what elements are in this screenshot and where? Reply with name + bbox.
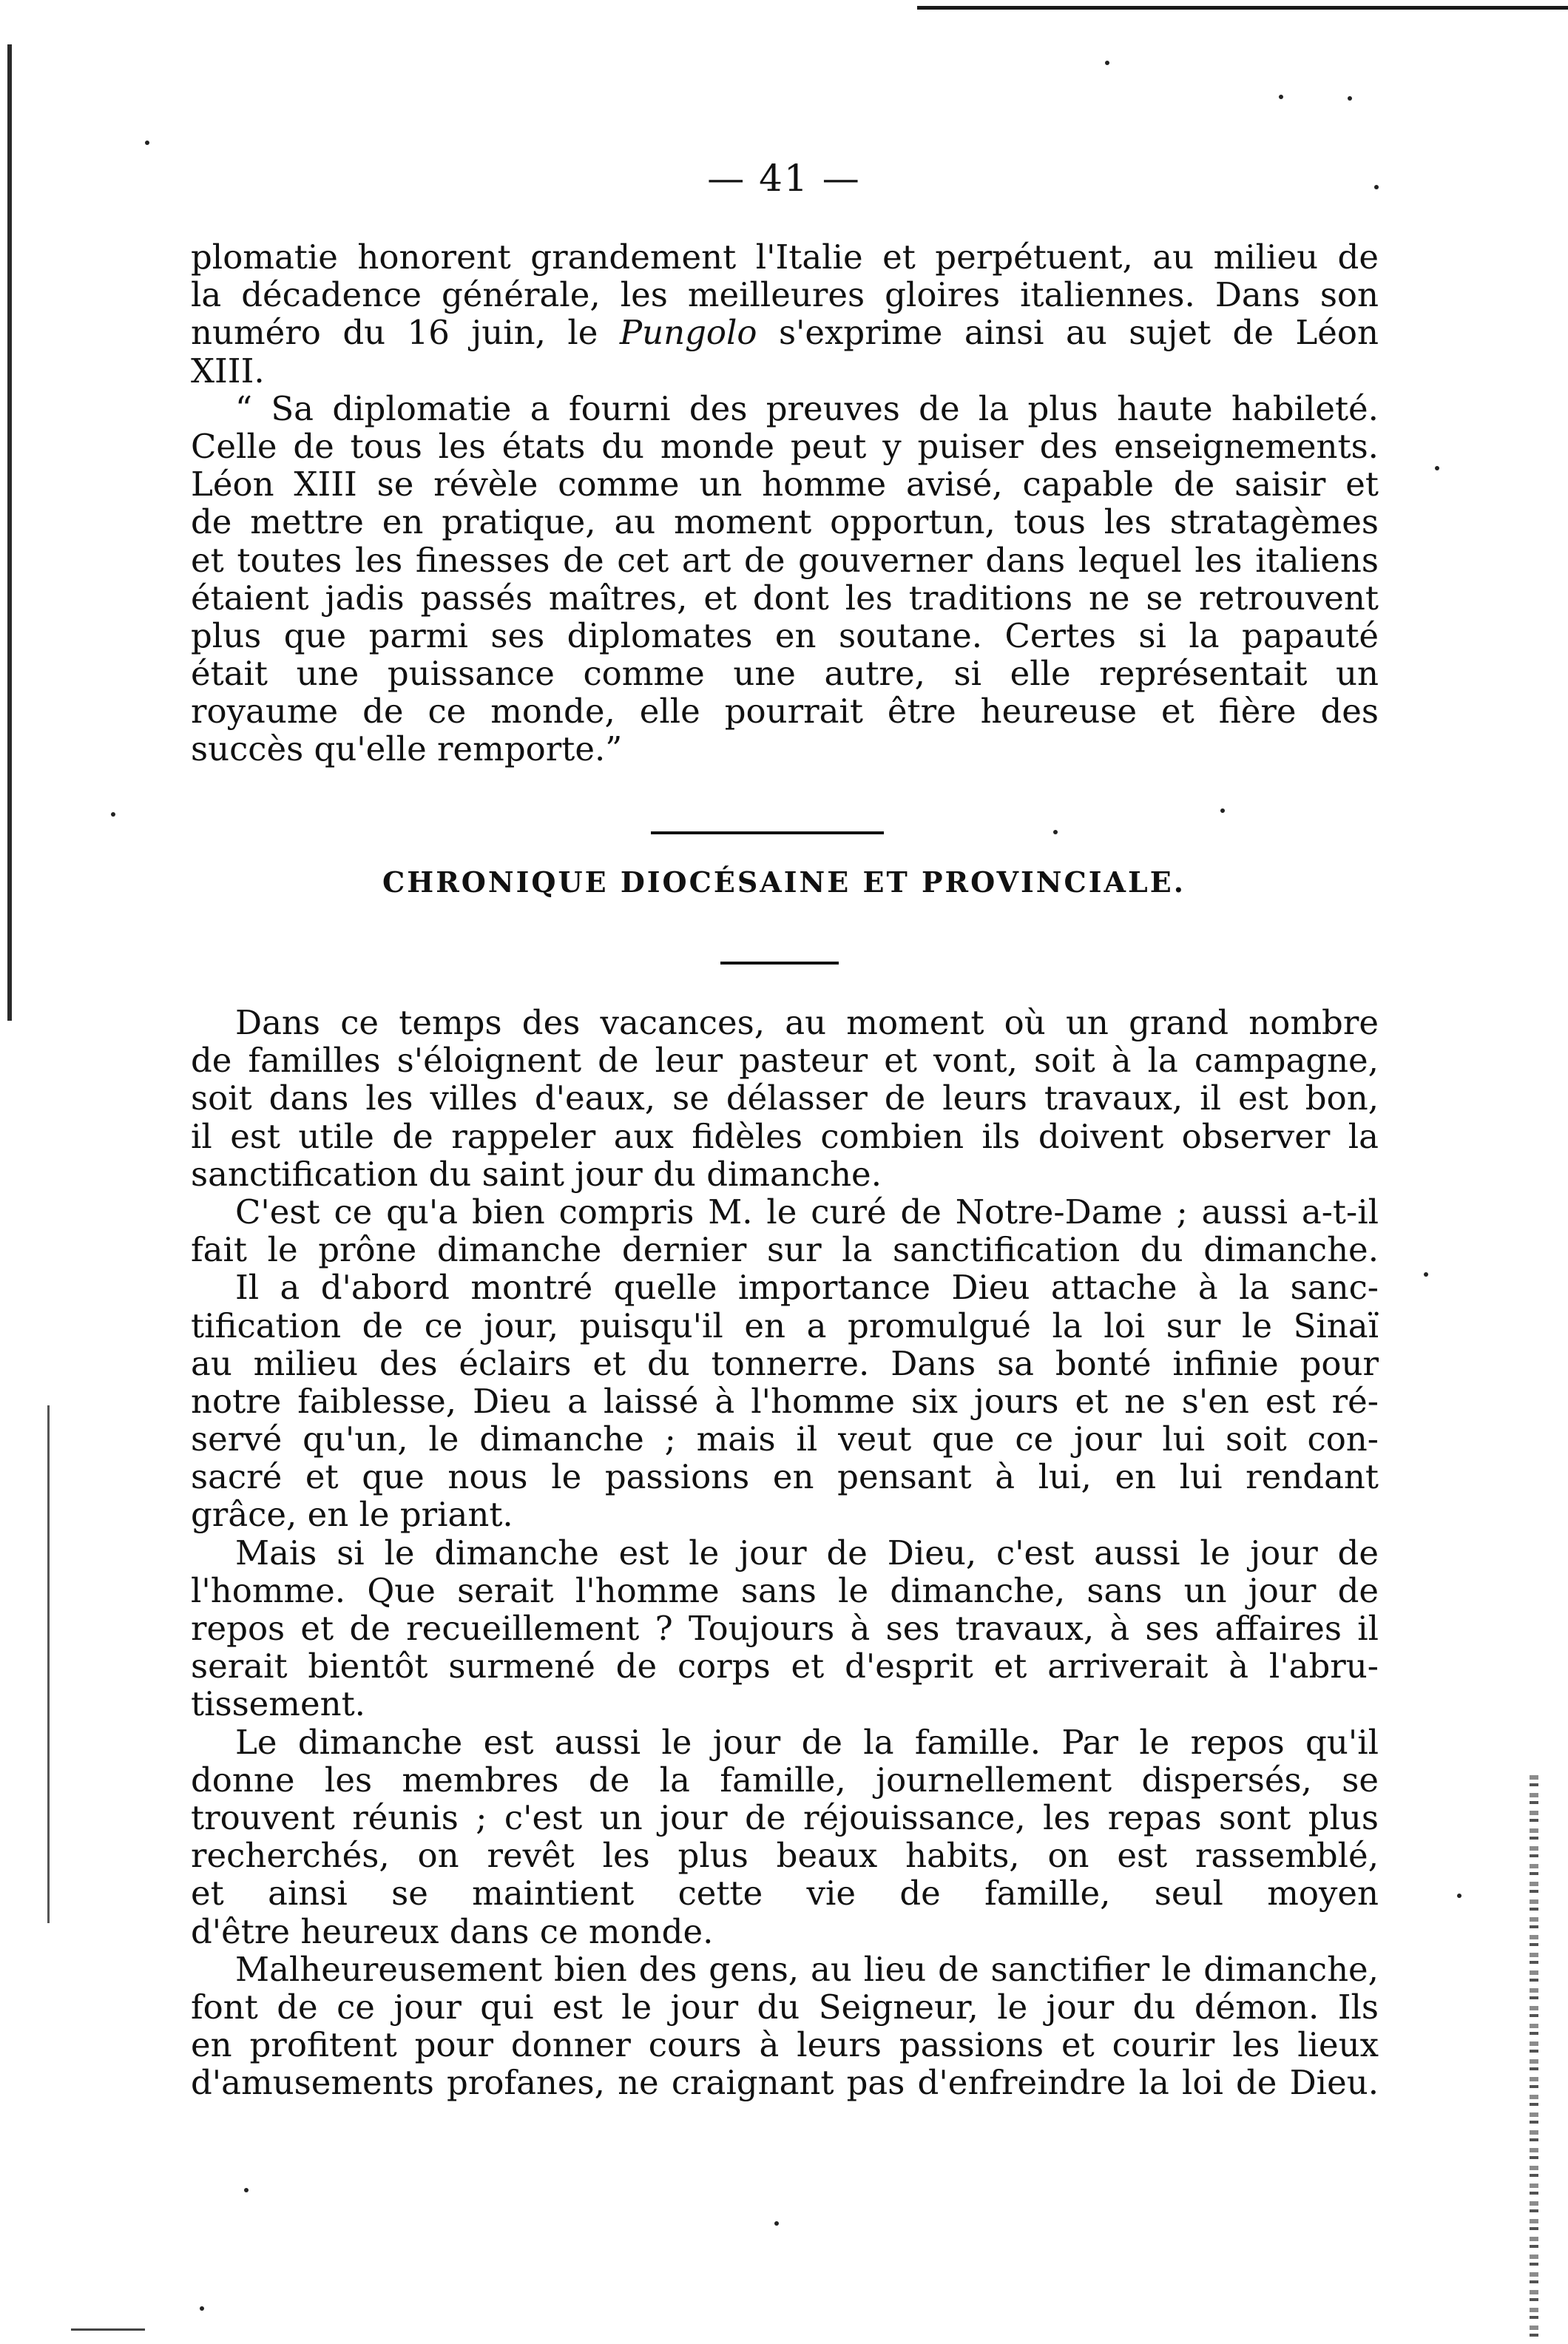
text-line: au milieu des éclairs et du tonnerre. Dans sa bonté infinie pour (191, 1343, 1379, 1383)
scan-speck (145, 141, 149, 145)
scan-bottom-rule (71, 2328, 145, 2331)
text-line: l'homme. Que serait l'homme sans le dimanche, sans un jour de (191, 1570, 1379, 1610)
text-line: recherchés, on revêt les plus beaux habits, on est rassemblé, (191, 1836, 1379, 1876)
text-line: de mettre en pratique, au moment opportun, tous les stratagèmes (191, 502, 1379, 542)
text-line: grâce, en le priant. (191, 1495, 513, 1535)
text-line: et toutes les finesses de cet art de gouverner dans lequel les italiens (191, 540, 1379, 580)
text-line: Mais si le dimanche est le jour de Dieu, c'est aussi le jour de (235, 1533, 1379, 1573)
scan-speck (244, 2188, 249, 2192)
text-line: étaient jadis passés maîtres, et dont les traditions ne se retrouvent (191, 578, 1379, 618)
text-line: Léon XIII se révèle comme un homme avisé, capable de saisir et (191, 465, 1379, 504)
text-line: succès qu'elle remporte.” (191, 729, 623, 769)
text-line: tification de ce jour, puisqu'il en a promulgué la loi sur le Sinaï (191, 1306, 1379, 1345)
scan-speck (1220, 808, 1225, 813)
text-line: notre faiblesse, Dieu a laissé à l'homme six jours et ne s'en est ré- (191, 1381, 1379, 1421)
text-line: sanctification du saint jour du dimanche. (191, 1154, 882, 1194)
scan-left-edge-lower (47, 1405, 50, 1923)
text-line: C'est ce qu'a bien compris M. le curé de Notre-Dame ; aussi a-t-il (235, 1192, 1379, 1232)
text-line: d'amusements profanes, ne craignant pas d'enfreindre la loi de Dieu. (191, 2063, 1379, 2103)
scan-speck (111, 812, 115, 817)
text-line: de familles s'éloignent de leur pasteur et vont, soit à la campagne, (191, 1041, 1379, 1081)
text-line: Dans ce temps des vacances, au moment où un grand nombre (235, 1003, 1379, 1042)
text-line: d'être heureux dans ce monde. (191, 1911, 714, 1951)
text-line: la décadence générale, les meilleures gloires italiennes. Dans son (191, 275, 1379, 315)
section-divider-bottom (720, 962, 839, 965)
scan-speck (1105, 61, 1109, 65)
scan-speck (200, 2306, 204, 2311)
text-line: était une puissance comme une autre, si elle représentait un (191, 654, 1379, 694)
scan-speck (1424, 1272, 1428, 1277)
scan-speck (1279, 95, 1283, 99)
scan-speck (774, 2221, 779, 2226)
scan-speck (1053, 830, 1058, 834)
text-line: en profitent pour donner cours à leurs passions et courir les lieux (191, 2025, 1379, 2065)
newspaper-title: Pungolo (619, 313, 757, 353)
text-line (191, 314, 1379, 351)
text-line: Celle de tous les états du monde peut y puiser des enseignements. (191, 426, 1379, 466)
scan-top-rule (917, 6, 1568, 10)
chronicle-article (191, 1004, 1379, 2101)
scan-speck (1457, 1894, 1461, 1898)
text-line: sacré et que nous le passions en pensant à lui, en lui rendant (191, 1457, 1379, 1497)
text-line: Il a d'abord montré quelle importance Dieu attache à la sanc- (235, 1268, 1379, 1308)
text-line: XIII. (191, 351, 265, 391)
text-line: trouvent réunis ; c'est un jour de réjouissance, les repas sont plus (191, 1797, 1379, 1837)
text-segment: s'exprime ainsi au sujet de Léon (757, 313, 1379, 353)
text-line: tissement. (191, 1684, 365, 1724)
section-divider-top (651, 831, 884, 834)
text-line: plus que parmi ses diplomates en soutane. Certes si la papauté (191, 615, 1379, 655)
text-line: “ Sa diplomatie a fourni des preuves de la plus haute habileté. (235, 388, 1379, 428)
text-segment: numéro du 16 juin, le (191, 313, 620, 353)
quote-paragraph (191, 238, 1379, 769)
text-line: et ainsi se maintient cette vie de famille, seul moyen (191, 1874, 1379, 1914)
scan-speck (1435, 466, 1439, 470)
text-line: donne les membres de la famille, journellement dispersés, se (191, 1760, 1379, 1800)
page-number: — 41 — (707, 157, 861, 200)
text-line: fait le prône dimanche dernier sur la sanctification du dimanche. (191, 1230, 1379, 1270)
section-heading: CHRONIQUE DIOCÉSAINE ET PROVINCIALE. (382, 865, 1186, 899)
scan-speck (1348, 96, 1352, 101)
text-line: Le dimanche est aussi le jour de la famille. Par le repos qu'il (235, 1722, 1379, 1762)
scan-right-edge (1530, 1775, 1538, 2337)
text-line: plomatie honorent grandement l'Italie et perpétuent, au milieu de (191, 237, 1379, 277)
text-line: Malheureusement bien des gens, au lieu de sanctifier le dimanche, (235, 1949, 1379, 1989)
text-line: soit dans les villes d'eaux, se délasser de leurs travaux, il est bon, (191, 1078, 1379, 1118)
text-line: servé qu'un, le dimanche ; mais il veut que ce jour lui soit con- (191, 1419, 1379, 1459)
text-line: serait bientôt surmené de corps et d'esprit et arriverait à l'abru- (191, 1646, 1379, 1686)
text-line: royaume de ce monde, elle pourrait être heureuse et fière des (191, 692, 1379, 732)
text-line: repos et de recueillement ? Toujours à ses travaux, à ses affaires il (191, 1609, 1379, 1648)
text-line: il est utile de rappeler aux fidèles combien ils doivent observer la (191, 1116, 1379, 1156)
text-line: font de ce jour qui est le jour du Seigneur, le jour du démon. Ils (191, 1987, 1379, 2027)
